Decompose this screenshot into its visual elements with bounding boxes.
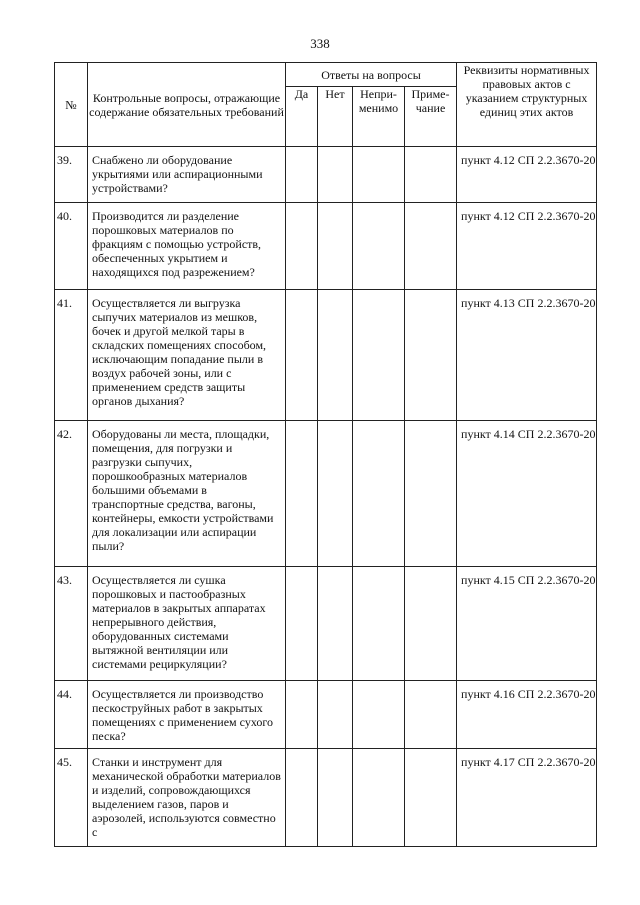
- answer-not-applicable-cell[interactable]: [353, 147, 405, 203]
- answer-note-cell[interactable]: [405, 681, 457, 749]
- header-note: Приме-чание: [405, 87, 457, 147]
- answer-not-applicable-cell[interactable]: [353, 681, 405, 749]
- answer-yes-cell[interactable]: [286, 749, 318, 847]
- row-reference: пункт 4.14 СП 2.2.3670-20: [457, 421, 597, 567]
- answer-not-applicable-cell[interactable]: [353, 421, 405, 567]
- page-number: 338: [310, 36, 330, 51]
- row-reference: пункт 4.17 СП 2.2.3670-20: [457, 749, 597, 847]
- header-answers: Ответы на вопросы: [286, 63, 457, 87]
- answer-yes-cell[interactable]: [286, 567, 318, 681]
- answer-yes-cell[interactable]: [286, 290, 318, 421]
- answer-yes-cell[interactable]: [286, 681, 318, 749]
- row-reference: пункт 4.12 СП 2.2.3670-20: [457, 147, 597, 203]
- table-row: [55, 749, 597, 847]
- table-row: [55, 203, 597, 290]
- header-not-applicable: Непри-менимо: [353, 87, 405, 147]
- row-number: 42.: [55, 421, 88, 567]
- answer-not-applicable-cell[interactable]: [353, 567, 405, 681]
- answer-no-cell[interactable]: [318, 567, 353, 681]
- answer-no-cell[interactable]: [318, 290, 353, 421]
- row-number: 44.: [55, 681, 88, 749]
- header-question: Контрольные вопросы, отражающие содержание обязательных требований: [88, 63, 286, 147]
- answer-note-cell[interactable]: [405, 749, 457, 847]
- table-row: [55, 681, 597, 749]
- answer-note-cell[interactable]: [405, 567, 457, 681]
- row-number: 45.: [55, 749, 88, 847]
- row-number: 43.: [55, 567, 88, 681]
- answer-note-cell[interactable]: [405, 421, 457, 567]
- row-number: 41.: [55, 290, 88, 421]
- answer-not-applicable-cell[interactable]: [353, 749, 405, 847]
- answer-note-cell[interactable]: [405, 203, 457, 290]
- answer-note-cell[interactable]: [405, 147, 457, 203]
- header-num: №: [55, 63, 88, 147]
- answer-no-cell[interactable]: [318, 421, 353, 567]
- row-reference: пункт 4.16 СП 2.2.3670-20: [457, 681, 597, 749]
- row-reference: пункт 4.15 СП 2.2.3670-20: [457, 567, 597, 681]
- answer-not-applicable-cell[interactable]: [353, 290, 405, 421]
- answer-note-cell[interactable]: [405, 290, 457, 421]
- row-question: Осуществляется ли производство пескоструйных работ в закрытых помещениях с применением сухого песка?: [88, 681, 286, 749]
- table-row: [55, 421, 597, 567]
- control-questions-table: [54, 62, 597, 847]
- row-number: 40.: [55, 203, 88, 290]
- row-number: 39.: [55, 147, 88, 203]
- table-row: [55, 290, 597, 421]
- header-no: Нет: [318, 87, 353, 147]
- row-question: Осуществляется ли выгрузка сыпучих материалов из мешков, бочек и другой мелкой тары в складских помещениях способом, исключающим попадание пыли в воздух рабочей зоны, или с применением средств защиты органов дыхания?: [88, 290, 286, 421]
- answer-no-cell[interactable]: [318, 147, 353, 203]
- row-question: Производится ли разделение порошковых материалов по фракциям с помощью устройств, обеспеченных укрытием и находящихся под разрежением?: [88, 203, 286, 290]
- answer-yes-cell[interactable]: [286, 421, 318, 567]
- header-requisites: Реквизиты нормативных правовых актов с указанием структурных единиц этих актов: [457, 63, 597, 147]
- table-row: [55, 147, 597, 203]
- answer-yes-cell[interactable]: [286, 147, 318, 203]
- answer-no-cell[interactable]: [318, 203, 353, 290]
- header-yes: Да: [286, 87, 318, 147]
- answer-yes-cell[interactable]: [286, 203, 318, 290]
- row-question: Станки и инструмент для механической обработки материалов и изделий, сопровождающихся выделением газов, паров и аэрозолей, используются совместно с: [88, 749, 286, 847]
- answer-no-cell[interactable]: [318, 749, 353, 847]
- answer-no-cell[interactable]: [318, 681, 353, 749]
- row-question: Осуществляется ли сушка порошковых и пастообразных материалов в закрытых аппаратах непрерывного действия, оборудованных системами вытяжной вентиляции или системами рециркуляции?: [88, 567, 286, 681]
- row-reference: пункт 4.12 СП 2.2.3670-20: [457, 203, 597, 290]
- answer-not-applicable-cell[interactable]: [353, 203, 405, 290]
- row-reference: пункт 4.13 СП 2.2.3670-20: [457, 290, 597, 421]
- row-question: Снабжено ли оборудование укрытиями или аспирационными устройствами?: [88, 147, 286, 203]
- row-question: Оборудованы ли места, площадки, помещения, для погрузки и разгрузки сыпучих, порошкообразных материалов большими объемами в транспортные средства, вагоны, контейнеры, емкости устройствами для локализации или аспирации пыли?: [88, 421, 286, 567]
- table-row: [55, 567, 597, 681]
